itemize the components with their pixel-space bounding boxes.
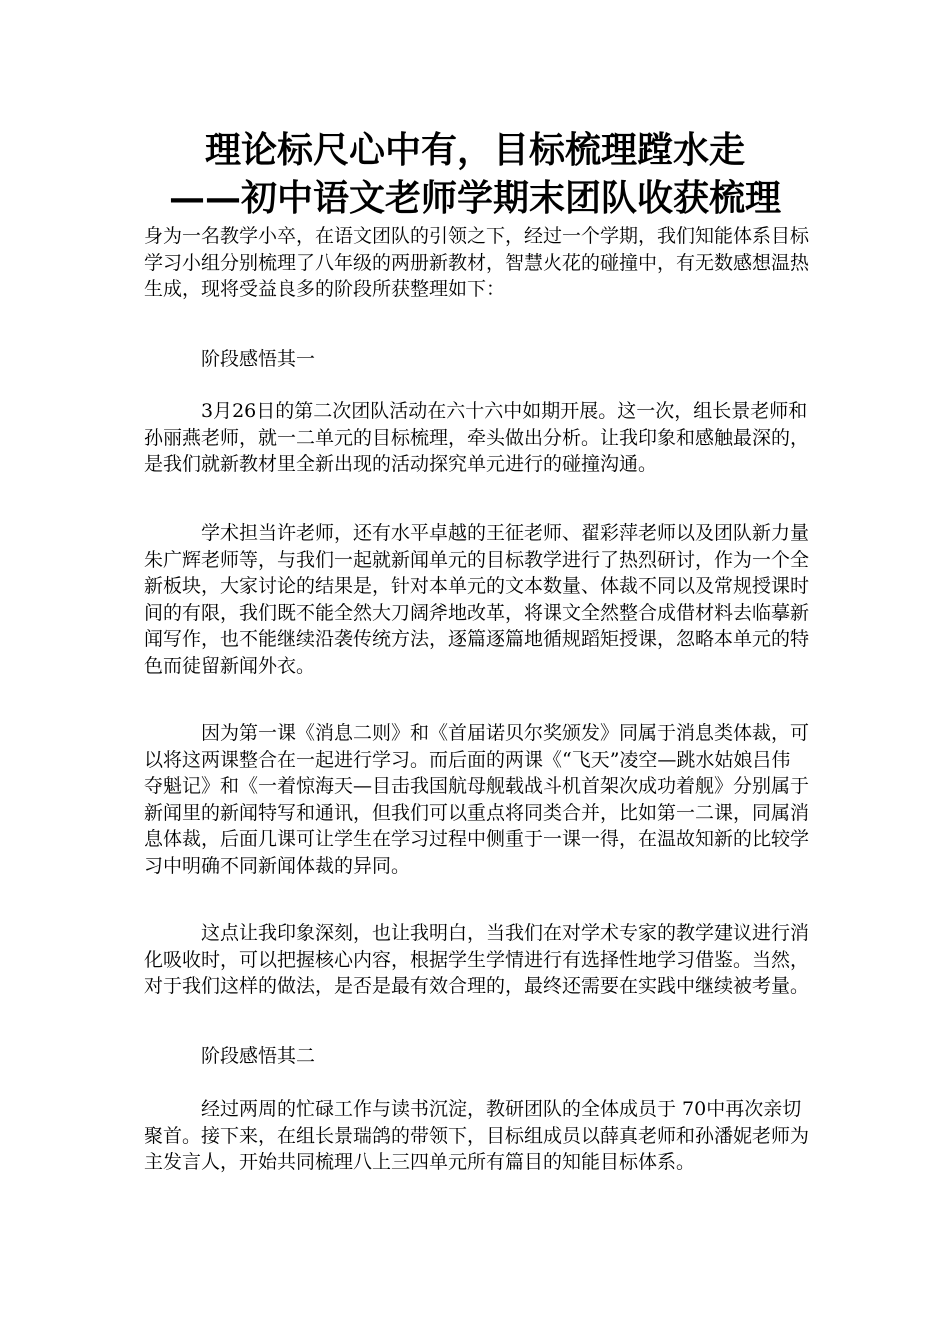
document-title: 理论标尺心中有，目标梳理蹚水走	[204, 129, 745, 171]
paragraph-meeting: 经过两周的忙碌工作与读书沉淀，教研团队的全体成员于 70中再次亲切聚首。接下来，在组长景瑞鸽的带领下，目标组成员以薛真老师和孙潘妮老师为主发言人，开始共同梳理八上三四单元所有篇目的知能目标体系。	[144, 1098, 810, 1173]
paragraph-lessons: 因为第一课《消息二则》和《首届诺贝尔奖颁发》同属于消息类体裁，可以将这两课整合在一起进行学习。而后面的两课《“飞天”凌空—跳水姑娘吕伟夺魁记》和《一着惊海天—目击我国航母舰载战斗机首架次成功着舰》分别属于新闻里的新闻特写和通讯，但我们可以重点将同类合并，比如第一二课，同属消息体裁，后面几课可让学生在学习过程中侧重于一课一得，在温故知新的比较学习中明确不同新闻体裁的异同。	[144, 722, 810, 877]
section-heading-1: 阶段感悟其一	[201, 348, 316, 370]
paragraph-activity: 3月26日的第二次团队活动在六十六中如期开展。这一次，组长景老师和孙丽燕老师，就一二单元的目标梳理，牵头做出分析。让我印象和感触最深的，是我们就新教材里全新出现的活动探究单元进行的碰撞沟通。	[144, 400, 810, 475]
document-subtitle: ——初中语文老师学期末团队收获梳理	[168, 177, 781, 219]
paragraph-discussion: 学术担当许老师，还有水平卓越的王征老师、翟彩萍老师以及团队新力量朱广辉老师等，与我们一起就新闻单元的目标教学进行了热烈研讨，作为一个全新板块，大家讨论的结果是，针对本单元的文本数量、体裁不同以及常规授课时间的有限，我们既不能全然大刀阔斧地改革，将课文全然整合成借材料去临摹新闻写作，也不能继续沿袭传统方法，逐篇逐篇地循规蹈矩授课，忽略本单元的特色而徒留新闻外衣。	[144, 522, 810, 677]
intro-paragraph: 身为一名教学小卒，在语文团队的引领之下，经过一个学期，我们知能体系目标学习小组分别梳理了八年级的两册新教材，智慧火花的碰撞中，有无数感想温热生成，现将受益良多的阶段所获整理如下：	[144, 225, 810, 300]
paragraph-reflection: 这点让我印象深刻，也让我明白，当我们在对学术专家的教学建议进行消化吸收时，可以把握核心内容，根据学生学情进行有选择性地学习借鉴。当然，对于我们这样的做法，是否是最有效合理的，最终还需要在实践中继续被考量。	[144, 922, 810, 997]
section-heading-2: 阶段感悟其二	[201, 1045, 316, 1067]
